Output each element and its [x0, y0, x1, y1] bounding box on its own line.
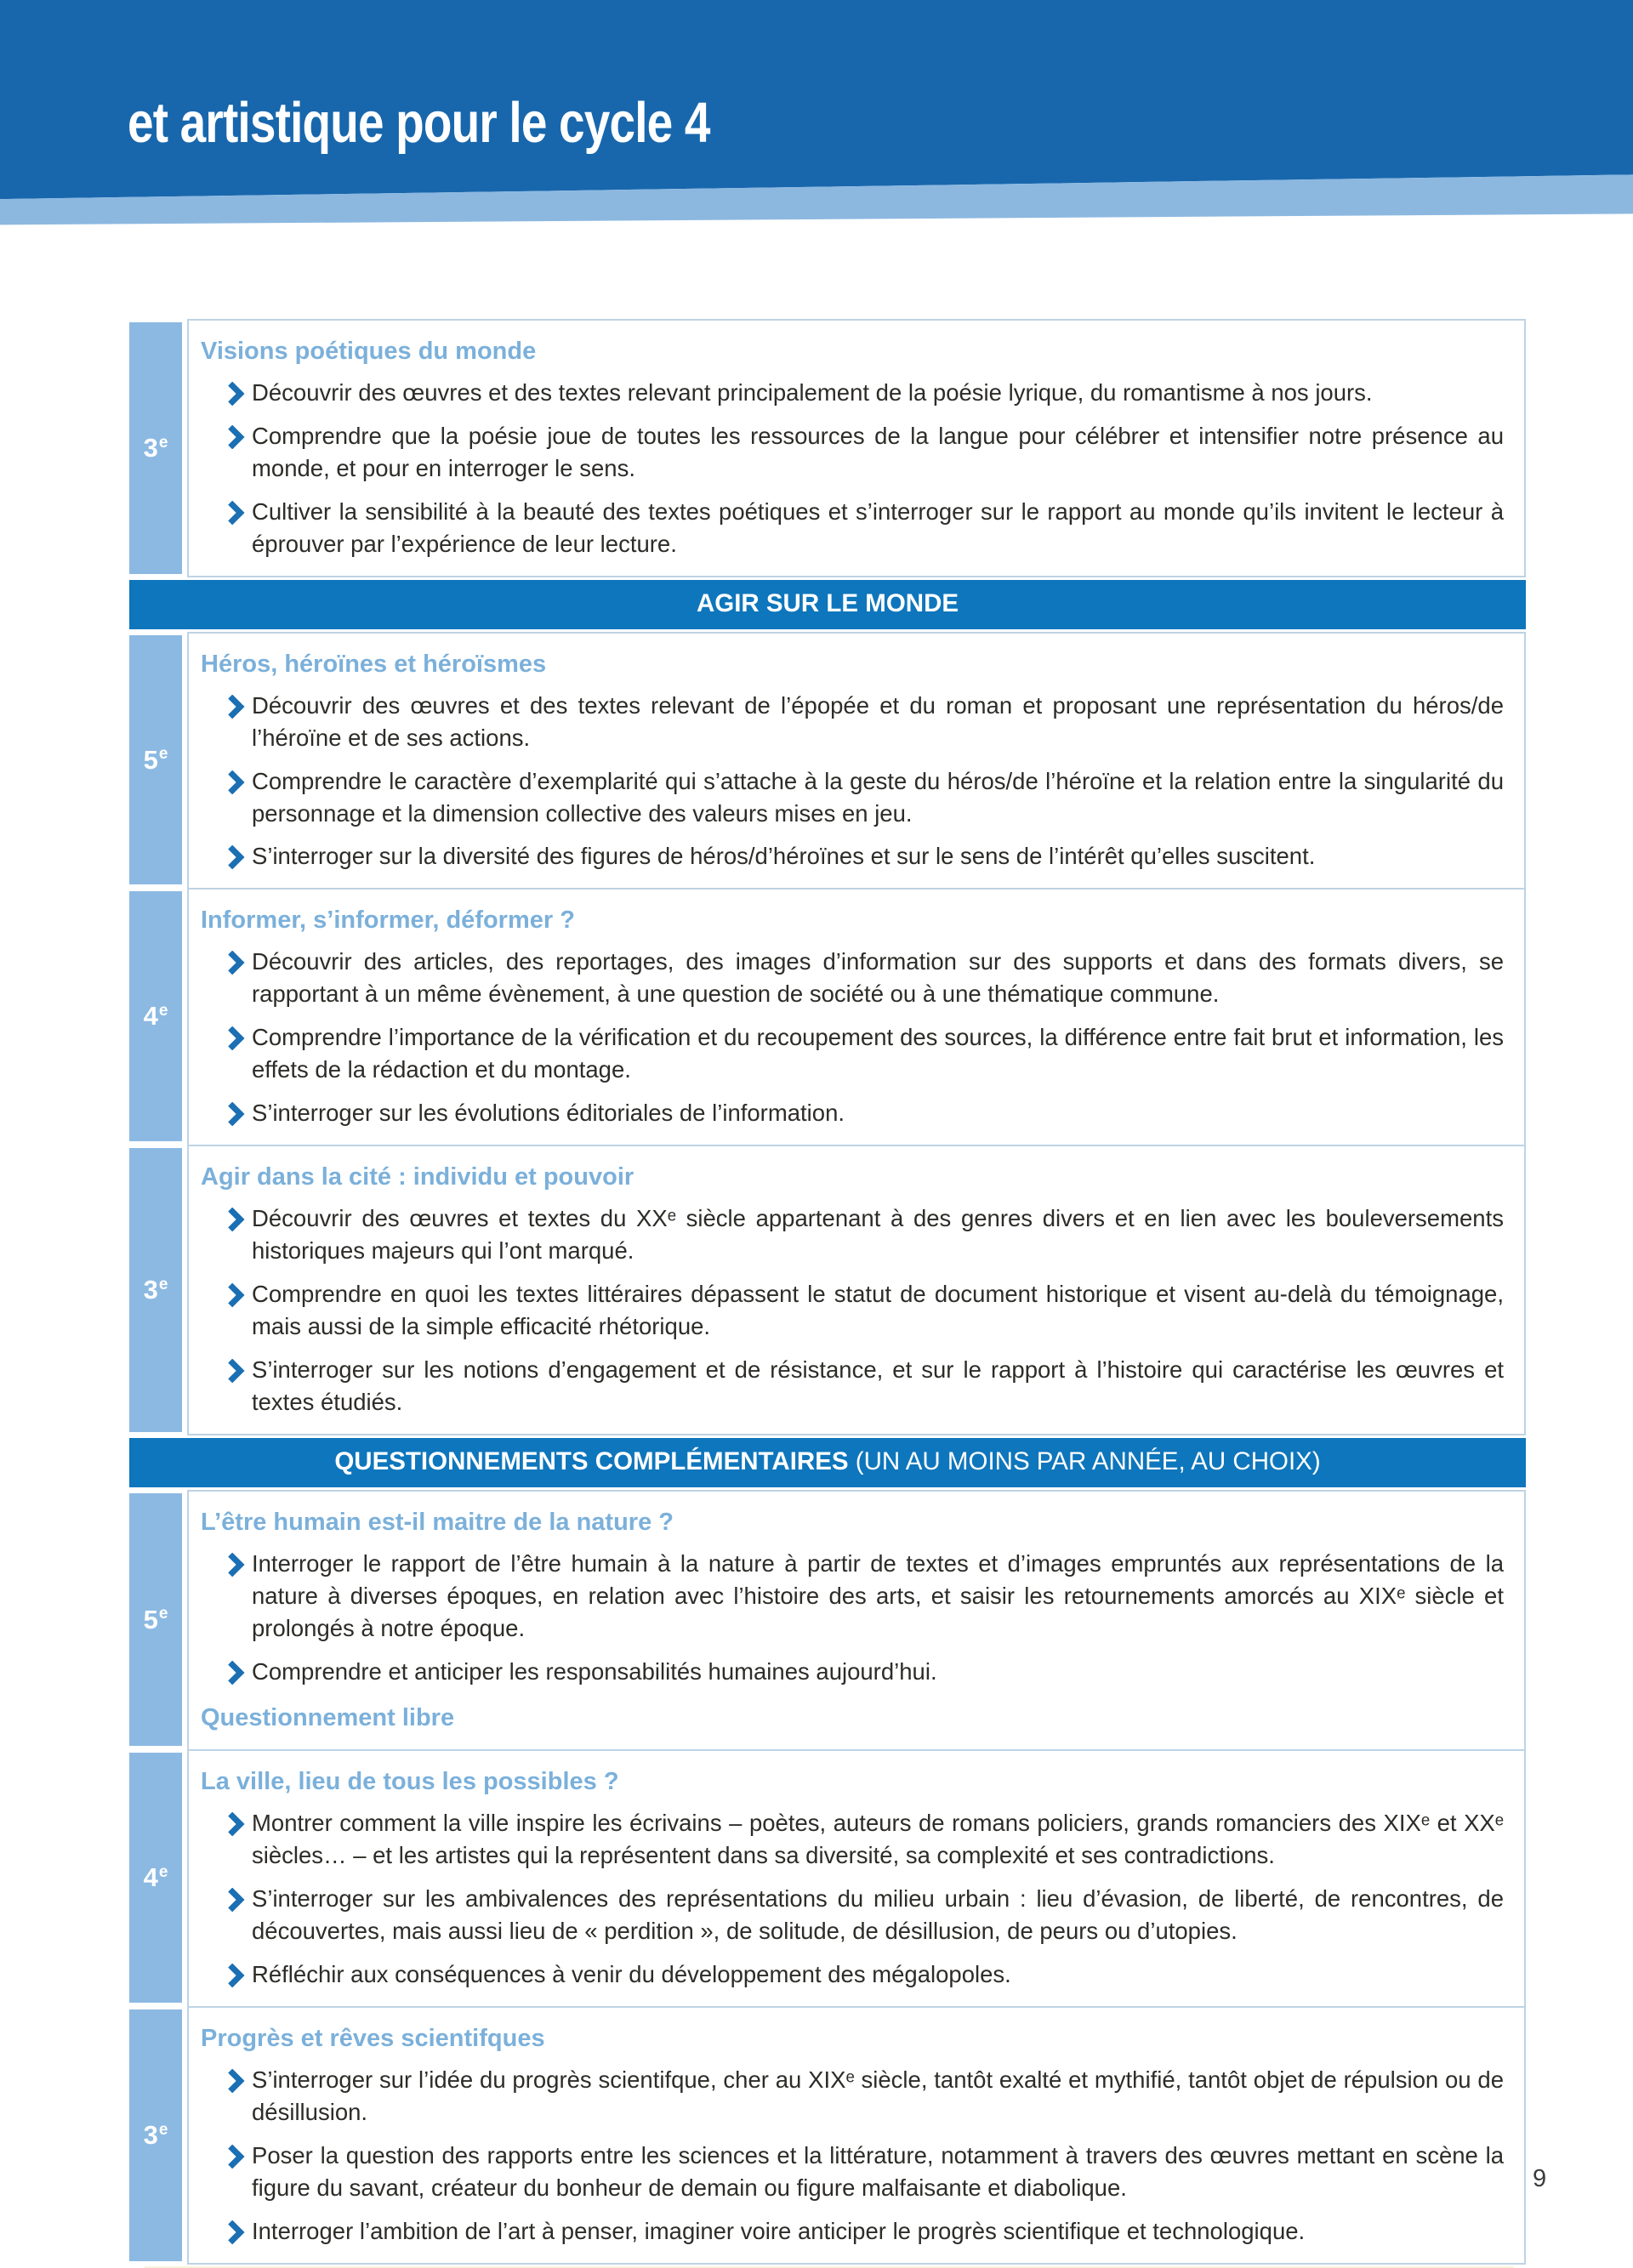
program-section-row [129, 319, 1526, 577]
chevron-right-icon [226, 1807, 252, 1872]
bullet-text: Interroger le rapport de l’être humain à la nature à partir de textes et d’images empruntés aux représentations de la nature à diverses époques, en relation avec l’histoire des arts, et saisir les retournements amorcés au XIXᵉ siècle et prolongés à notre époque. [252, 1549, 1504, 1641]
grade-label: 3e [143, 1274, 168, 1305]
section-heading: Informer, s’informer, déformer ? [201, 907, 575, 935]
chevron-right-icon [226, 1202, 252, 1267]
banner-title: QUESTIONNEMENTS COMPLÉMENTAIRES [334, 1447, 849, 1475]
grade-label: 3e [143, 432, 168, 463]
bullet-item [226, 2215, 1504, 2248]
grade-superscript: e [158, 1275, 168, 1293]
bullet-item [226, 2064, 1504, 2129]
category-banner [129, 580, 1526, 629]
program-section-row [129, 1490, 1526, 1750]
chevron-right-icon [226, 420, 252, 485]
section-content [187, 888, 1526, 1145]
grade-cell [129, 635, 182, 885]
section-content [187, 632, 1526, 889]
grade-cell [129, 891, 182, 1141]
section-content [187, 1749, 1526, 2006]
banner-note: (UN AU MOINS PAR ANNÉE, AU CHOIX) [848, 1447, 1321, 1475]
bullet-text: S’interroger sur la diversité des figures de héros/d’héroïnes et sur le sens de l’intérêt qu’elles suscitent. [252, 843, 1316, 870]
grade-superscript: e [158, 2120, 168, 2139]
bullet-text: Découvrir des œuvres et des textes relevant principalement de la poésie lyrique, du romantisme à nos jours. [252, 379, 1373, 406]
bullet-list [199, 2064, 1504, 2248]
chevron-right-icon [226, 1656, 252, 1688]
chevron-right-icon [226, 1278, 252, 1343]
chevron-right-icon [226, 2215, 252, 2248]
chevron-right-icon [226, 946, 252, 1010]
grade-cell [129, 2009, 182, 2261]
page-header [0, 0, 1633, 226]
bullet-item [226, 1202, 1504, 1267]
chevron-right-icon [226, 1883, 252, 1947]
grade-cell [129, 322, 182, 574]
program-section-row [129, 632, 1526, 889]
bullet-item [226, 420, 1504, 485]
section-content [187, 1145, 1526, 1435]
bullet-text: Comprendre que la poésie joue de toutes les ressources de la langue pour célébrer et intensifier notre présence au monde, et pour en interroger le sens. [252, 422, 1504, 481]
grade-superscript: e [158, 1001, 168, 1020]
bullet-item [226, 1097, 1504, 1129]
program-section-row [129, 1145, 1526, 1435]
bullet-item [226, 1958, 1504, 1991]
section-content [187, 2006, 1526, 2265]
bullet-list [199, 946, 1504, 1129]
grade-label: 5e [143, 1604, 168, 1634]
program-table [129, 319, 1526, 2268]
bullet-text: Comprendre l’importance de la vérification et du recoupement des sources, la différence entre fait brut et information, les effets de la rédaction et du montage. [252, 1024, 1504, 1083]
section-heading: La ville, lieu de tous les possibles ? [201, 1768, 619, 1796]
section-heading: L’être humain est-il maitre de la nature ? [201, 1508, 674, 1536]
chevron-right-icon [226, 1958, 252, 1991]
section-heading: Agir dans la cité : individu et pouvoir [201, 1163, 634, 1191]
grade-superscript: e [158, 1605, 168, 1623]
bullet-text: Comprendre en quoi les textes littéraires dépassent le statut de document historique et visent au-delà du témoignage, mais aussi de la simple efficacité rhétorique. [252, 1280, 1504, 1339]
bullet-item [226, 496, 1504, 560]
program-section-row [129, 888, 1526, 1145]
bullet-text: S’interroger sur l’idée du progrès scientifque, cher au XIXᵉ siècle, tantôt exalté et mythifié, tantôt objet de répulsion ou de désillusion. [252, 2066, 1504, 2126]
bullet-list [199, 1548, 1504, 1688]
bullet-text: S’interroger sur les notions d’engagement et de résistance, et sur le rapport à l’histoire qui caractérise les œuvres et textes étudiés. [252, 1356, 1504, 1415]
bullet-text: Comprendre et anticiper les responsabilités humaines aujourd’hui. [252, 1657, 937, 1685]
bullet-item [226, 1656, 1504, 1688]
grade-label: 3e [143, 2119, 168, 2150]
bullet-text: S’interroger sur les évolutions éditoriales de l’information. [252, 1100, 845, 1127]
bullet-text: S’interroger sur les ambivalences des représentations du milieu urbain : lieu d’évasion, de liberté, de rencontres, de découvertes, mais aussi lieu de « perdition », de solitude, de désillusion, de peurs ou d’utopies. [252, 1885, 1504, 1945]
bullet-text: Montrer comment la ville inspire les écrivains – poètes, auteurs de romans policiers, grands romanciers des XIXᵉ et XXᵉ siècles… – et les artistes qui la représentent dans sa diversité, sa complexité et ses contradictions. [252, 1810, 1504, 1869]
bullet-item [226, 946, 1504, 1010]
bullet-text: Découvrir des œuvres et des textes relevant de l’épopée et du roman et proposant une représentation du héros/de l’héroïne et de ses actions. [252, 691, 1504, 751]
chevron-right-icon [226, 496, 252, 560]
section-subheading: Questionnement libre [201, 1704, 455, 1732]
chevron-right-icon [226, 765, 252, 830]
bullet-text: Réfléchir aux conséquences à venir du développement des mégalopoles. [252, 1961, 1011, 1988]
bullet-text: Découvrir des œuvres et textes du XXᵉ siècle appartenant à des genres divers et en lien avec les bouleversements historiques majeurs qui l’ont marqué. [252, 1205, 1504, 1264]
section-content [187, 319, 1526, 577]
chevron-right-icon [226, 840, 252, 873]
bullet-list [199, 1807, 1504, 1991]
page-title: et artistique pour le cycle 4 [128, 91, 710, 155]
bullet-text: Comprendre le caractère d’exemplarité qui s’attache à la geste du héros/de l’héroïne et la relation entre la singularité du personnage et la dimension collective des valeurs mises en jeu. [252, 767, 1504, 827]
bullet-list [199, 690, 1504, 873]
section-heading: Héros, héroïnes et héroïsmes [201, 650, 547, 678]
chevron-right-icon [226, 1548, 252, 1645]
chevron-right-icon [226, 2064, 252, 2129]
bullet-item [226, 1278, 1504, 1343]
bullet-item [226, 690, 1504, 754]
grade-superscript: e [158, 745, 168, 764]
bullet-list [199, 1202, 1504, 1418]
bullet-item [226, 377, 1504, 409]
bullet-item [226, 840, 1504, 873]
bullet-text: Poser la question des rapports entre les sciences et la littérature, notamment à travers des œuvres mettant en scène la figure du savant, créateur du bonheur de demain ou figure malfaisante et diabolique. [252, 2142, 1504, 2201]
chevron-right-icon [226, 1354, 252, 1418]
bullet-text: Interroger l’ambition de l’art à penser, imaginer voire anticiper le progrès scientifique et technologique. [252, 2217, 1306, 2244]
bullet-item [226, 1354, 1504, 1418]
chevron-right-icon [226, 1097, 252, 1129]
bullet-text: Découvrir des articles, des reportages, des images d’information sur des supports et dans des formats divers, se rapportant à un même évènement, à une question de société ou à une thématique commune. [252, 948, 1504, 1008]
program-section-row [129, 1749, 1526, 2006]
bullet-list [199, 377, 1504, 560]
grade-label: 4e [143, 1001, 168, 1032]
bullet-item [226, 1548, 1504, 1645]
section-content [187, 1490, 1526, 1750]
section-heading: Visions poétiques du monde [201, 338, 537, 365]
grade-cell [129, 1148, 182, 1432]
bullet-item [226, 2140, 1504, 2204]
program-section-row [129, 2006, 1526, 2265]
chevron-right-icon [226, 377, 252, 409]
chevron-right-icon [226, 2140, 252, 2204]
bullet-item [226, 1807, 1504, 1872]
grade-superscript: e [158, 1862, 168, 1881]
grade-label: 4e [143, 1862, 168, 1893]
bullet-item [226, 1021, 1504, 1086]
page-number: 9 [1533, 2165, 1547, 2192]
grade-cell [129, 1493, 182, 1747]
banner-title: AGIR SUR LE MONDE [696, 588, 959, 617]
grade-cell [129, 1753, 182, 2003]
grade-superscript: e [158, 433, 168, 452]
bullet-text: Cultiver la sensibilité à la beauté des textes poétiques et s’interroger sur le rapport au monde qu’ils invitent le lecteur à éprouver par l’expérience de leur lecture. [252, 497, 1504, 557]
section-heading: Progrès et rêves scientifques [201, 2025, 545, 2053]
grade-label: 5e [143, 744, 168, 775]
chevron-right-icon [226, 1021, 252, 1086]
chevron-right-icon [226, 690, 252, 754]
bullet-item [226, 1883, 1504, 1947]
category-banner [129, 1438, 1526, 1487]
bullet-item [226, 765, 1504, 830]
